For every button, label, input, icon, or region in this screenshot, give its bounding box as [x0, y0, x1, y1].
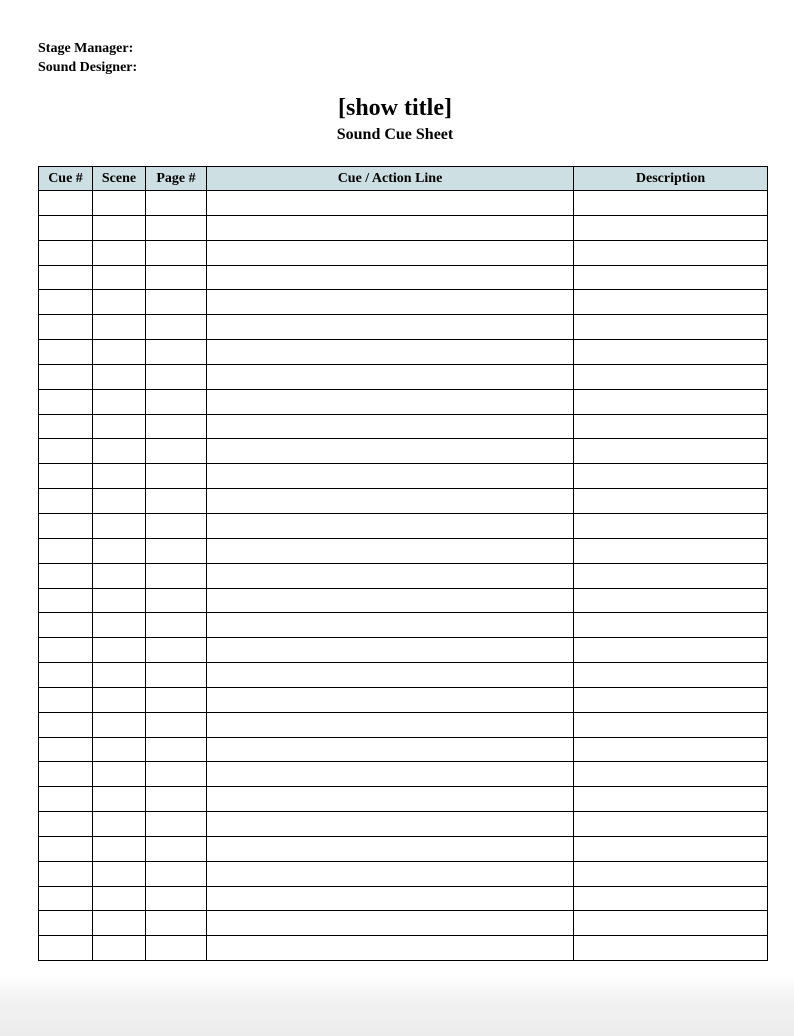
page-number-cell[interactable] — [146, 464, 207, 489]
description-cell[interactable] — [574, 886, 768, 911]
cue-action-line-cell[interactable] — [207, 513, 574, 538]
table-row — [39, 414, 768, 439]
description-cell[interactable] — [574, 563, 768, 588]
cue-number-cell[interactable] — [39, 464, 93, 489]
scene-cell[interactable] — [93, 812, 146, 837]
page-number-cell[interactable] — [146, 663, 207, 688]
cue-number-cell[interactable] — [39, 936, 93, 961]
sheet-subtitle: Sound Cue Sheet — [336, 126, 454, 143]
cue-number-cell[interactable] — [39, 240, 93, 265]
cue-action-line-cell[interactable] — [207, 762, 574, 787]
table-row — [39, 215, 768, 240]
table-row — [39, 613, 768, 638]
description-cell[interactable] — [574, 513, 768, 538]
table-row — [39, 265, 768, 290]
cue-number-cell[interactable] — [39, 340, 93, 365]
scene-cell[interactable] — [93, 911, 146, 936]
table-row — [39, 687, 768, 712]
scene-cell[interactable] — [93, 240, 146, 265]
table-row — [39, 290, 768, 315]
table-row — [39, 563, 768, 588]
cue-number-cell[interactable] — [39, 290, 93, 315]
page-number-cell[interactable] — [146, 563, 207, 588]
cue-action-line-cell[interactable] — [207, 265, 574, 290]
table-row — [39, 538, 768, 563]
description-cell[interactable] — [574, 191, 768, 216]
page-number-cell[interactable] — [146, 191, 207, 216]
cue-action-line-cell[interactable] — [207, 712, 574, 737]
cue-number-cell[interactable] — [39, 638, 93, 663]
scene-cell[interactable] — [93, 513, 146, 538]
column-header-scene: Scene — [93, 167, 146, 191]
scene-cell[interactable] — [93, 638, 146, 663]
cue-number-cell[interactable] — [39, 836, 93, 861]
page-number-cell[interactable] — [146, 538, 207, 563]
scene-cell[interactable] — [93, 538, 146, 563]
description-cell[interactable] — [574, 489, 768, 514]
cue-action-line-cell[interactable] — [207, 315, 574, 340]
description-cell[interactable] — [574, 315, 768, 340]
cue-action-line-cell[interactable] — [207, 489, 574, 514]
scene-cell[interactable] — [93, 215, 146, 240]
table-row — [39, 787, 768, 812]
cue-number-cell[interactable] — [39, 215, 93, 240]
table-row — [39, 364, 768, 389]
cue-number-cell[interactable] — [39, 812, 93, 837]
cue-number-cell[interactable] — [39, 687, 93, 712]
cue-action-line-cell[interactable] — [207, 191, 574, 216]
scene-cell[interactable] — [93, 861, 146, 886]
description-cell[interactable] — [574, 364, 768, 389]
table-row — [39, 489, 768, 514]
page-number-cell[interactable] — [146, 439, 207, 464]
page-number-cell[interactable] — [146, 290, 207, 315]
table-row — [39, 936, 768, 961]
page-number-cell[interactable] — [146, 886, 207, 911]
column-header-cue-action-line: Cue / Action Line — [207, 167, 574, 191]
table-row — [39, 513, 768, 538]
description-cell[interactable] — [574, 290, 768, 315]
scene-cell[interactable] — [93, 265, 146, 290]
column-header-description: Description — [574, 167, 768, 191]
cue-action-line-cell[interactable] — [207, 215, 574, 240]
scene-cell[interactable] — [93, 191, 146, 216]
table-row — [39, 315, 768, 340]
cue-action-line-cell[interactable] — [207, 638, 574, 663]
scene-cell[interactable] — [93, 563, 146, 588]
table-row — [39, 712, 768, 737]
scene-cell[interactable] — [93, 464, 146, 489]
scene-cell[interactable] — [93, 836, 146, 861]
table-row — [39, 911, 768, 936]
table-header-row — [39, 167, 768, 191]
table-row — [39, 861, 768, 886]
cue-number-cell[interactable] — [39, 663, 93, 688]
description-cell[interactable] — [574, 861, 768, 886]
description-cell[interactable] — [574, 712, 768, 737]
description-cell[interactable] — [574, 538, 768, 563]
column-header-cue-number: Cue # — [39, 167, 93, 191]
page-number-cell[interactable] — [146, 340, 207, 365]
scene-cell[interactable] — [93, 588, 146, 613]
cue-number-cell[interactable] — [39, 389, 93, 414]
page-number-cell[interactable] — [146, 265, 207, 290]
scene-cell[interactable] — [93, 687, 146, 712]
page-number-cell[interactable] — [146, 911, 207, 936]
cue-action-line-cell[interactable] — [207, 663, 574, 688]
cue-number-cell[interactable] — [39, 315, 93, 340]
cue-action-line-cell[interactable] — [207, 240, 574, 265]
description-cell[interactable] — [574, 464, 768, 489]
cue-number-cell[interactable] — [39, 762, 93, 787]
page-number-cell[interactable] — [146, 513, 207, 538]
scene-cell[interactable] — [93, 389, 146, 414]
cue-number-cell[interactable] — [39, 414, 93, 439]
table-row — [39, 439, 768, 464]
description-cell[interactable] — [574, 787, 768, 812]
page-number-cell[interactable] — [146, 613, 207, 638]
description-cell[interactable] — [574, 240, 768, 265]
cue-number-cell[interactable] — [39, 787, 93, 812]
page-number-cell[interactable] — [146, 787, 207, 812]
cue-action-line-cell[interactable] — [207, 439, 574, 464]
cue-number-cell[interactable] — [39, 861, 93, 886]
cue-number-cell[interactable] — [39, 712, 93, 737]
cue-number-cell[interactable] — [39, 538, 93, 563]
description-cell[interactable] — [574, 414, 768, 439]
cue-action-line-cell[interactable] — [207, 340, 574, 365]
description-cell[interactable] — [574, 911, 768, 936]
table-row — [39, 886, 768, 911]
show-title: [show title] — [338, 95, 452, 121]
page-number-cell[interactable] — [146, 712, 207, 737]
scene-cell[interactable] — [93, 439, 146, 464]
scene-cell[interactable] — [93, 290, 146, 315]
page-number-cell[interactable] — [146, 315, 207, 340]
cue-action-line-cell[interactable] — [207, 787, 574, 812]
table-row — [39, 836, 768, 861]
cue-table-body — [39, 191, 768, 961]
description-cell[interactable] — [574, 340, 768, 365]
cue-action-line-cell[interactable] — [207, 886, 574, 911]
cue-action-line-cell[interactable] — [207, 563, 574, 588]
scene-cell[interactable] — [93, 663, 146, 688]
column-header-page-number: Page # — [146, 167, 207, 191]
cue-action-line-cell[interactable] — [207, 588, 574, 613]
page-number-cell[interactable] — [146, 638, 207, 663]
description-cell[interactable] — [574, 836, 768, 861]
table-row — [39, 812, 768, 837]
cue-action-line-cell[interactable] — [207, 812, 574, 837]
description-cell[interactable] — [574, 638, 768, 663]
cue-number-cell[interactable] — [39, 364, 93, 389]
description-cell[interactable] — [574, 389, 768, 414]
description-cell[interactable] — [574, 936, 768, 961]
cue-action-line-cell[interactable] — [207, 861, 574, 886]
cue-action-line-cell[interactable] — [207, 936, 574, 961]
page-number-cell[interactable] — [146, 687, 207, 712]
description-cell[interactable] — [574, 265, 768, 290]
description-cell[interactable] — [574, 588, 768, 613]
description-cell[interactable] — [574, 613, 768, 638]
page-number-cell[interactable] — [146, 215, 207, 240]
page-number-cell[interactable] — [146, 812, 207, 837]
cue-number-cell[interactable] — [39, 588, 93, 613]
table-row — [39, 737, 768, 762]
scene-cell[interactable] — [93, 762, 146, 787]
cue-action-line-cell[interactable] — [207, 464, 574, 489]
scene-cell[interactable] — [93, 315, 146, 340]
description-cell[interactable] — [574, 687, 768, 712]
page-number-cell[interactable] — [146, 240, 207, 265]
cue-number-cell[interactable] — [39, 191, 93, 216]
table-row — [39, 389, 768, 414]
description-cell[interactable] — [574, 439, 768, 464]
scene-cell[interactable] — [93, 340, 146, 365]
table-row — [39, 191, 768, 216]
page-number-cell[interactable] — [146, 861, 207, 886]
cue-number-cell[interactable] — [39, 563, 93, 588]
table-row — [39, 638, 768, 663]
scene-cell[interactable] — [93, 936, 146, 961]
cue-number-cell[interactable] — [39, 737, 93, 762]
scene-cell[interactable] — [93, 787, 146, 812]
cue-action-line-cell[interactable] — [207, 389, 574, 414]
page-number-cell[interactable] — [146, 588, 207, 613]
table-row — [39, 464, 768, 489]
table-row — [39, 340, 768, 365]
cue-action-line-cell[interactable] — [207, 364, 574, 389]
scene-cell[interactable] — [93, 886, 146, 911]
description-cell[interactable] — [574, 737, 768, 762]
cue-action-line-cell[interactable] — [207, 911, 574, 936]
cue-number-cell[interactable] — [39, 439, 93, 464]
scene-cell[interactable] — [93, 737, 146, 762]
cue-action-line-cell[interactable] — [207, 687, 574, 712]
page-number-cell[interactable] — [146, 389, 207, 414]
description-cell[interactable] — [574, 663, 768, 688]
description-cell[interactable] — [574, 215, 768, 240]
scene-cell[interactable] — [93, 489, 146, 514]
table-row — [39, 588, 768, 613]
cue-action-line-cell[interactable] — [207, 290, 574, 315]
cue-number-cell[interactable] — [39, 911, 93, 936]
scene-cell[interactable] — [93, 364, 146, 389]
cue-table — [38, 166, 768, 961]
cue-action-line-cell[interactable] — [207, 414, 574, 439]
description-cell[interactable] — [574, 812, 768, 837]
table-row — [39, 762, 768, 787]
sound-designer-label: Sound Designer: — [38, 60, 138, 75]
scene-cell[interactable] — [93, 613, 146, 638]
page-number-cell[interactable] — [146, 737, 207, 762]
cue-action-line-cell[interactable] — [207, 613, 574, 638]
credits-block — [38, 39, 137, 77]
stage-manager-label: Stage Manager: — [38, 41, 134, 56]
cue-action-line-cell[interactable] — [207, 538, 574, 563]
cue-action-line-cell[interactable] — [207, 836, 574, 861]
cue-number-cell[interactable] — [39, 886, 93, 911]
description-cell[interactable] — [574, 762, 768, 787]
cue-number-cell[interactable] — [39, 513, 93, 538]
page-number-cell[interactable] — [146, 936, 207, 961]
cue-number-cell[interactable] — [39, 265, 93, 290]
table-row — [39, 663, 768, 688]
cue-number-cell[interactable] — [39, 613, 93, 638]
page-number-cell[interactable] — [146, 414, 207, 439]
page-number-cell[interactable] — [146, 762, 207, 787]
page-number-cell[interactable] — [146, 489, 207, 514]
page-number-cell[interactable] — [146, 364, 207, 389]
cue-action-line-cell[interactable] — [207, 737, 574, 762]
table-row — [39, 240, 768, 265]
cue-number-cell[interactable] — [39, 489, 93, 514]
scene-cell[interactable] — [93, 414, 146, 439]
page-number-cell[interactable] — [146, 836, 207, 861]
scene-cell[interactable] — [93, 712, 146, 737]
